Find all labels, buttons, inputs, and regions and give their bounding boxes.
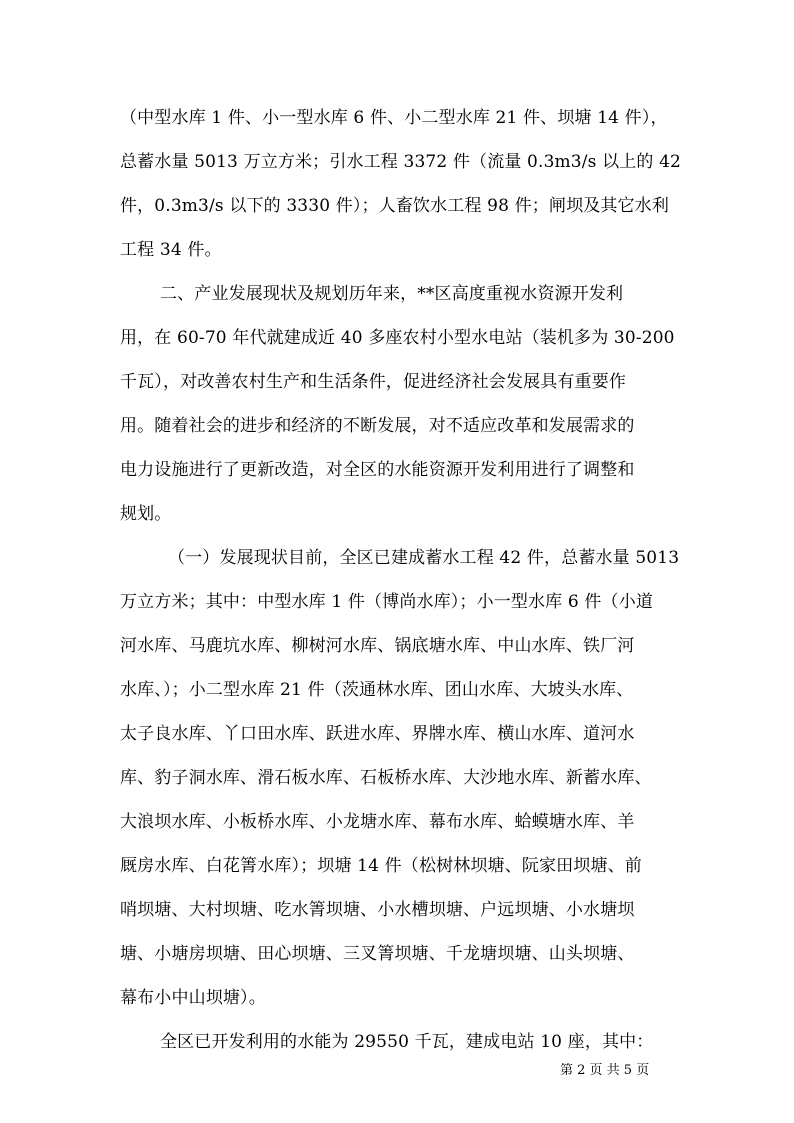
text-line: 太子良水库、丫口田水库、跃进水库、界牌水库、横山水库、道河水 — [120, 724, 635, 744]
text-line: 万立方米；其中：中型水库 1 件（博尚水库）；小一型水库 6 件（小道 — [120, 592, 653, 612]
text-line: 库、豹子洞水库、滑石板水库、石板桥水库、大沙地水库、新蓄水库、 — [120, 768, 652, 788]
subsection-heading-line: （一）发展现状目前，全区已建成蓄水工程 42 件，总蓄水量 5013 — [168, 548, 680, 568]
text-line: 哨坝塘、大村坝塘、吃水箐坝塘、小水槽坝塘、户远坝塘、小水塘坝 — [120, 900, 635, 920]
text-line: 千瓦），对改善农村生产和生活条件，促进经济社会发展具有重要作 — [120, 372, 626, 392]
text-line: 全区已开发利用的水能为 29550 千瓦，建成电站 10 座，其中： — [160, 1032, 654, 1052]
text-line: 用。随着社会的进步和经济的不断发展，对不适应改革和发展需求的 — [120, 416, 635, 436]
text-line: 幕布小中山坝塘）。 — [120, 988, 266, 1008]
text-line: 厩房水库、白花箐水库）；坝塘 14 件（松树林坝塘、阮家田坝塘、前 — [120, 856, 642, 876]
text-line: 水库、）；小二型水库 21 件（茨通林水库、团山水库、大坡头水库、 — [120, 680, 634, 700]
text-line: 大浪坝水库、小板桥水库、小龙塘水库、幕布水库、蛤蟆塘水库、羊 — [120, 812, 635, 832]
text-line: 电力设施进行了更新改造，对全区的水能资源开发利用进行了调整和 — [120, 460, 635, 480]
text-line: 工程 34 件。 — [120, 240, 222, 260]
text-line: 塘、小塘房坝塘、田心坝塘、三叉箐坝塘、千龙塘坝塘、山头坝塘、 — [120, 944, 635, 964]
text-line: 用，在 60-70 年代就建成近 40 多座农村小型水电站（装机多为 30-200 — [120, 328, 675, 348]
text-line: 件，0.3m3/s 以下的 3330 件）；人畜饮水工程 98 件；闸坝及其它水利 — [120, 196, 669, 216]
text-line: 河水库、马鹿坑水库、柳树河水库、锅底塘水库、中山水库、铁厂河 — [120, 636, 635, 656]
section-heading-line: 二、产业发展现状及规划历年来，**区高度重视水资源开发利 — [160, 284, 624, 304]
text-line: （中型水库 1 件、小一型水库 6 件、小二型水库 21 件、坝塘 14 件）， — [120, 108, 668, 128]
text-line: 规划。 — [120, 504, 172, 524]
text-line: 总蓄水量 5013 万立方米；引水工程 3372 件（流量 0.3m3/s 以上的 42 — [120, 152, 682, 172]
page-number-footer: 第 2 页 共 5 页 — [560, 1063, 650, 1078]
